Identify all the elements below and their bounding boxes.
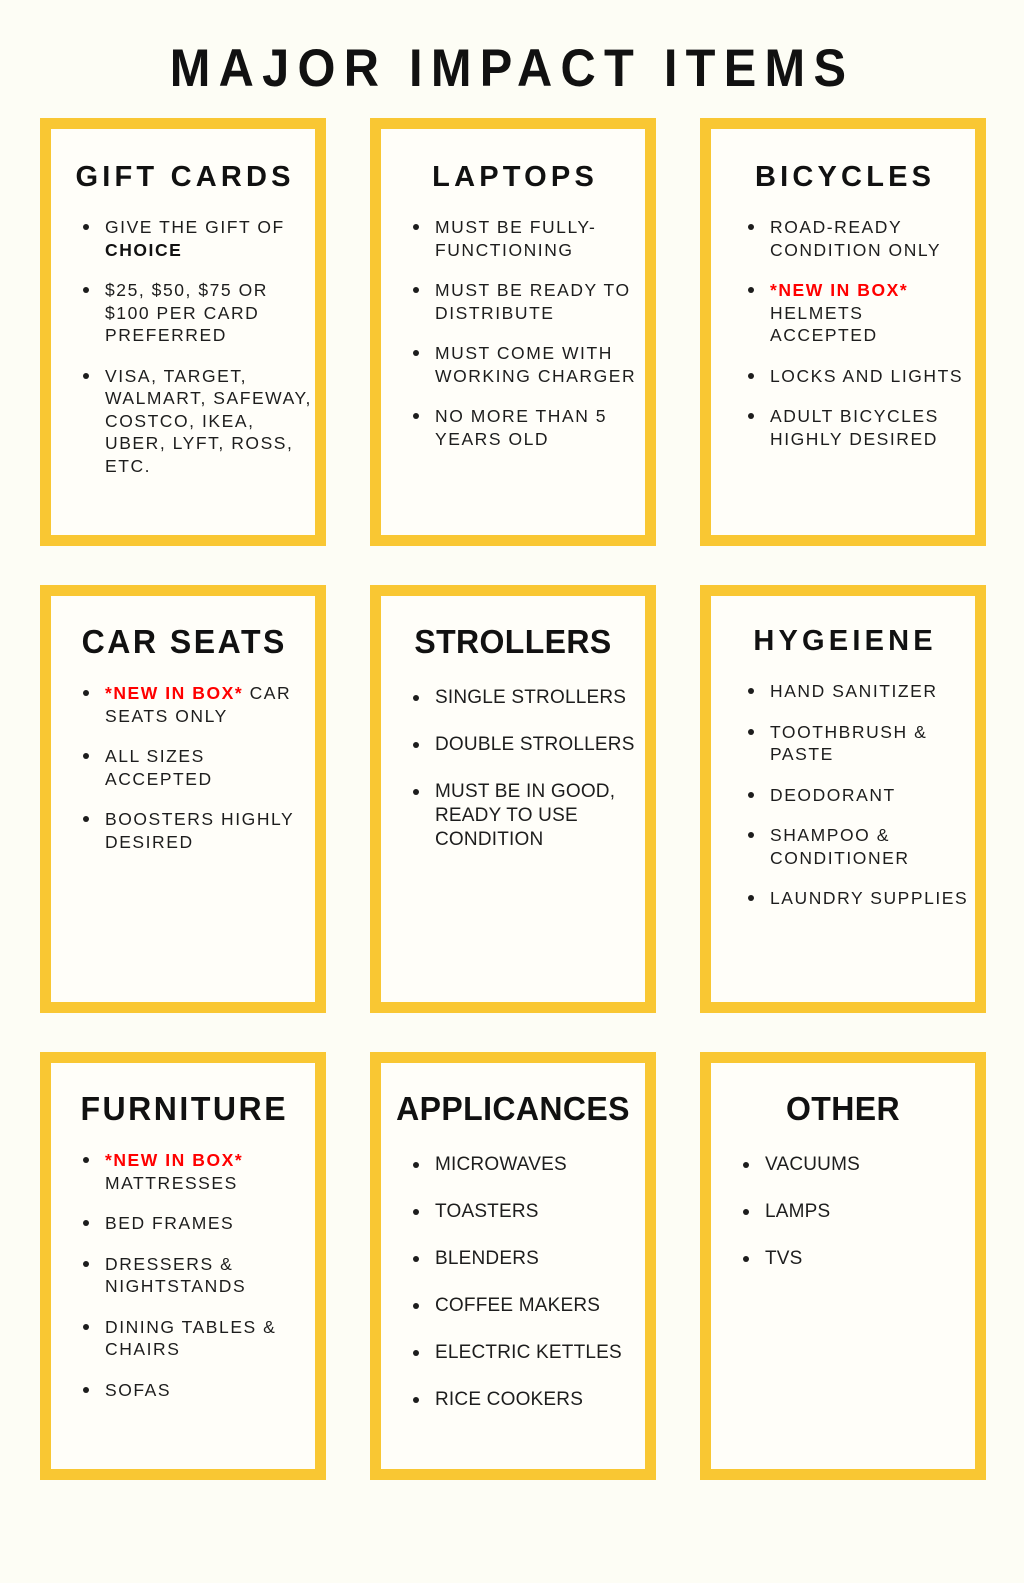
- list-item-text: $25, $50, $75 OR $100 PER CARD PREFERRED: [105, 280, 268, 345]
- list-item: [743, 1153, 975, 1177]
- list-item: [748, 405, 975, 450]
- list-item: [748, 824, 975, 869]
- card-title-applicances: APPLICANCES: [396, 1090, 630, 1127]
- list-item: [413, 216, 645, 261]
- list-item-text: DINING TABLES & CHAIRS: [105, 1316, 277, 1359]
- card-list-hygeiene: [711, 680, 975, 910]
- list-item: [413, 279, 645, 324]
- list-item-text: ADULT BICYCLES HIGHLY DESIRED: [770, 406, 939, 449]
- list-item: [83, 1149, 315, 1194]
- list-item: [748, 784, 975, 807]
- list-item: [83, 808, 315, 853]
- list-item-text: DRESSERS & NIGHTSTANDS: [105, 1253, 247, 1296]
- list-item: [83, 682, 315, 727]
- list-item-text: MUST BE FULLY-FUNCTIONING: [435, 217, 597, 260]
- list-item: [83, 279, 315, 347]
- card-list-furniture: [51, 1149, 315, 1401]
- list-item: [83, 1316, 315, 1361]
- list-item-text: VACUUMS: [765, 1154, 860, 1175]
- list-item: [83, 1253, 315, 1298]
- list-item: [413, 1388, 645, 1412]
- card-list-car-seats: [51, 682, 315, 853]
- card-other: [700, 1052, 986, 1480]
- card-furniture: [40, 1052, 326, 1480]
- list-item: [743, 1200, 975, 1224]
- emphasis-text: CHOICE: [105, 239, 183, 260]
- list-item: [83, 1212, 315, 1235]
- list-item-text: HELMETS ACCEPTED: [770, 302, 878, 345]
- new-in-box-flag: *NEW IN BOX*: [770, 280, 909, 300]
- card-list-gift-cards: [51, 216, 315, 477]
- list-item-text: TOASTERS: [435, 1201, 539, 1222]
- list-item-text: BOOSTERS HIGHLY DESIRED: [105, 809, 294, 852]
- list-item: [413, 733, 645, 757]
- list-item-text: SHAMPOO & CONDITIONER: [770, 825, 910, 868]
- card-hygeiene: [700, 585, 986, 1013]
- list-item: [83, 1379, 315, 1402]
- list-item: [413, 1247, 645, 1271]
- list-item-text: MATTRESSES: [105, 1172, 238, 1193]
- card-title-hygeiene: HYGEIENE: [753, 625, 937, 657]
- list-item: [413, 1200, 645, 1224]
- list-item-text: ROAD-READY CONDITION ONLY: [770, 217, 942, 260]
- list-item-text: HAND SANITIZER: [770, 681, 938, 701]
- list-item: [748, 216, 975, 261]
- list-item: [413, 405, 645, 450]
- card-gift-cards: [40, 118, 326, 546]
- card-strollers: [370, 585, 656, 1013]
- list-item-text: GIVE THE GIFT OF: [105, 217, 285, 237]
- list-item: [413, 1294, 645, 1318]
- list-item-text: NO MORE THAN 5 YEARS OLD: [435, 406, 608, 449]
- list-item-text: MUST COME WITH WORKING CHARGER: [435, 343, 637, 386]
- list-item: [748, 279, 975, 347]
- list-item-text: TVS: [765, 1248, 803, 1269]
- card-grid: [40, 118, 986, 1480]
- list-item-text: BLENDERS: [435, 1248, 540, 1269]
- list-item: [748, 721, 975, 766]
- card-car-seats: [40, 585, 326, 1013]
- card-title-car-seats: CAR SEATS: [81, 623, 287, 660]
- list-item: [83, 365, 315, 478]
- card-bicycles: [700, 118, 986, 546]
- card-list-other: [711, 1153, 975, 1271]
- list-item-text: DEODORANT: [770, 784, 896, 805]
- list-item: [413, 1153, 645, 1177]
- new-in-box-flag: *NEW IN BOX*: [105, 1150, 244, 1170]
- card-list-applicances: [381, 1153, 645, 1412]
- page-title: MAJOR IMPACT ITEMS: [169, 39, 855, 98]
- list-item: [748, 365, 975, 388]
- card-title-strollers: STROLLERS: [414, 623, 612, 660]
- list-item-text: LAMPS: [765, 1201, 831, 1222]
- list-item: [743, 1247, 975, 1271]
- list-item: [413, 342, 645, 387]
- list-item-text: RICE COOKERS: [435, 1389, 584, 1410]
- list-item: [748, 887, 975, 910]
- card-title-bicycles: BICYCLES: [754, 161, 936, 193]
- card-title-furniture: FURNITURE: [80, 1090, 289, 1127]
- list-item-text: SINGLE STROLLERS: [435, 687, 627, 708]
- list-item: [83, 745, 315, 790]
- list-item-text: MICROWAVES: [435, 1154, 567, 1175]
- card-applicances: [370, 1052, 656, 1480]
- list-item-text: ALL SIZES ACCEPTED: [105, 746, 213, 789]
- list-item-text: MUST BE READY TO DISTRIBUTE: [435, 280, 631, 323]
- list-item: [413, 686, 645, 710]
- list-item-text: BED FRAMES: [105, 1213, 235, 1233]
- list-item-text: LAUNDRY SUPPLIES: [770, 888, 969, 908]
- card-title-gift-cards: GIFT CARDS: [75, 161, 295, 193]
- list-item-text: MUST BE IN GOOD, READY TO USE CONDITION: [435, 781, 616, 850]
- list-item-text: DOUBLE STROLLERS: [435, 734, 635, 755]
- card-list-laptops: [381, 216, 645, 450]
- card-list-strollers: [381, 686, 645, 852]
- list-item-text: LOCKS AND LIGHTS: [770, 365, 964, 386]
- list-item-text: VISA, TARGET, WALMART, SAFEWAY, COSTCO, IKEA, UBER, LYFT, ROSS, ETC.: [105, 365, 312, 476]
- list-item: [413, 1341, 645, 1365]
- list-item: [413, 780, 645, 852]
- list-item-text: CAR SEATS ONLY: [105, 683, 292, 726]
- card-laptops: [370, 118, 656, 546]
- list-item-text: SOFAS: [105, 1379, 172, 1400]
- list-item-text: ELECTRIC KETTLES: [435, 1342, 622, 1363]
- list-item-text: COFFEE MAKERS: [435, 1295, 601, 1316]
- list-item: [83, 216, 315, 261]
- list-item-text: TOOTHBRUSH & PASTE: [770, 721, 928, 764]
- card-title-laptops: LAPTOPS: [432, 161, 599, 193]
- new-in-box-flag: *NEW IN BOX*: [105, 683, 244, 703]
- card-list-bicycles: [711, 216, 975, 450]
- card-title-other: OTHER: [786, 1090, 900, 1127]
- list-item: [748, 680, 975, 703]
